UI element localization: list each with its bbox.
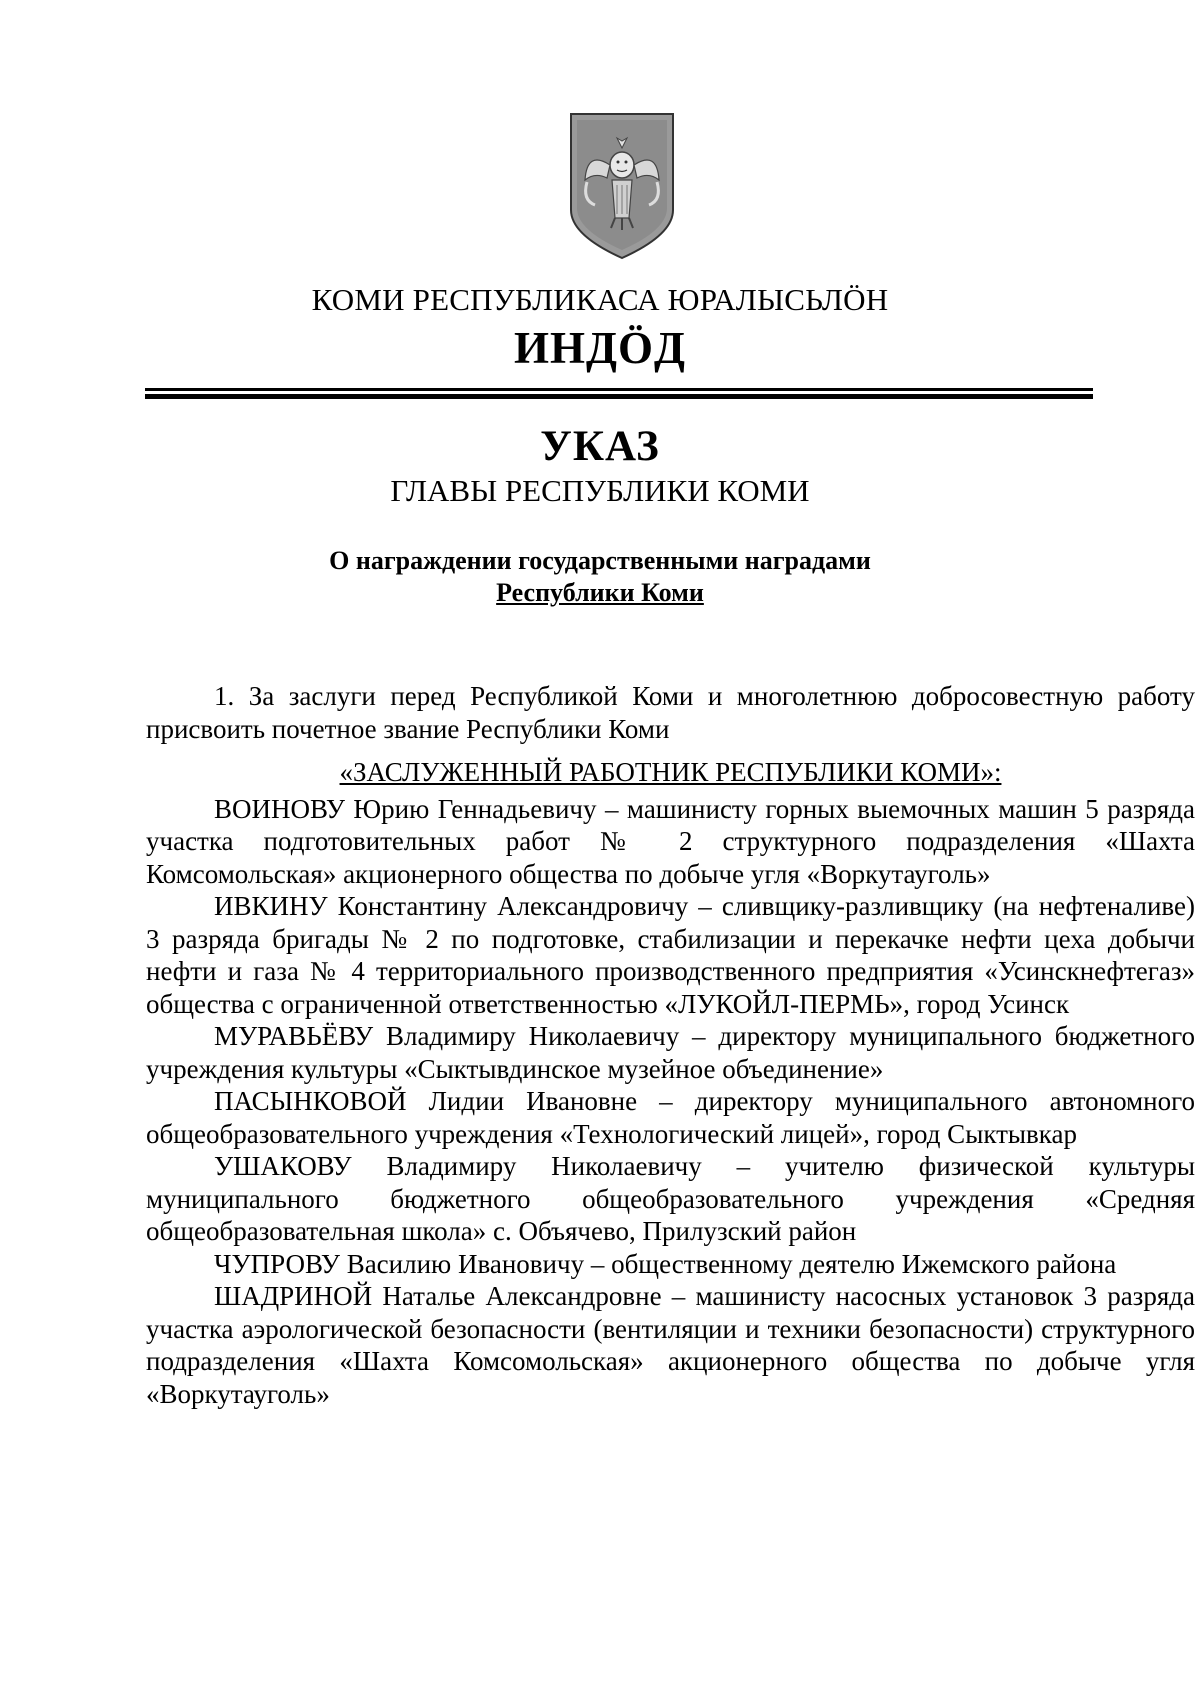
awardee-paragraph: МУРАВЬЁВУ Владимиру Николаевичу – директору муниципального бюджетного учреждения культуры «Сыктывдинское музейное объединение» [146, 1021, 1195, 1084]
issuer: ГЛАВЫ РЕСПУБЛИКИ КОМИ [390, 473, 810, 508]
doc-type: УКАЗ [540, 423, 660, 470]
header-divider-thin [145, 388, 1093, 391]
awardee-paragraph: ВОИНОВУ Юрию Геннадьевичу – машинисту горных выемочных машин 5 разряда участка подготовительных работ № 2 структурного подразделения «Шахта Комсомольская» акционерного общества по добыче угля «Воркутауголь» [146, 793, 1195, 889]
subject-line-2-wrapper [0, 578, 1200, 608]
komi-doc-type: ИНДӦД [514, 323, 686, 373]
subject-line-2: Республики Коми [496, 578, 704, 607]
komi-title: КОМИ РЕСПУБЛИКАСА ЮРАЛЫСЬЛӦН [311, 282, 889, 317]
awardee-paragraph: ШАДРИНОЙ Наталье Александровне – машинисту насосных установок 3 разряда участка аэрологической безопасности (вентиляции и техники безопасности) структурного подразделения «Шахта Комсомольская» акционерного общества по добыче угля «Воркутауголь» [146, 1281, 1195, 1409]
awardee-paragraph: ПАСЫНКОВОЙ Лидии Ивановне – директору муниципального автономного общеобразовательного учреждения «Технологический лицей», город Сыктывкар [146, 1086, 1195, 1149]
awardee-paragraph: УШАКОВУ Владимиру Николаевичу – учителю физической культуры муниципального бюджетного общеобразовательного учреждения «Средняя общеобразовательная школа» с. Объячево, Прилузский район [146, 1151, 1195, 1246]
subject-line-1: О награждении государственными наградами [329, 546, 871, 575]
document-body [146, 680, 1195, 1410]
awardee-paragraph: ЧУПРОВУ Василию Ивановичу – общественному деятелю Ижемского района [214, 1248, 1117, 1279]
komi-coat-of-arms-icon [567, 110, 677, 260]
header-divider-thick [145, 394, 1093, 399]
awardee-paragraph: ИВКИНУ Константину Александровичу – сливщику-разливщику (на нефтеналиве) 3 разряда бригады № 2 по подготовке, стабилизации и перекачке нефти цеха добычи нефти и газа № 4 территориального производственного предприятия «Усинскнефтегаз» общества с ограниченной ответственностью «ЛУКОЙЛ-ПЕРМЬ», город Усинск [146, 891, 1195, 1019]
intro-paragraph: 1. За заслуги перед Республикой Коми и многолетнюю добросовестную работу присвоить почетное звание Республики Коми [146, 681, 1195, 744]
award-title: «ЗАСЛУЖЕННЫЙ РАБОТНИК РЕСПУБЛИКИ КОМИ»: [339, 757, 1002, 787]
